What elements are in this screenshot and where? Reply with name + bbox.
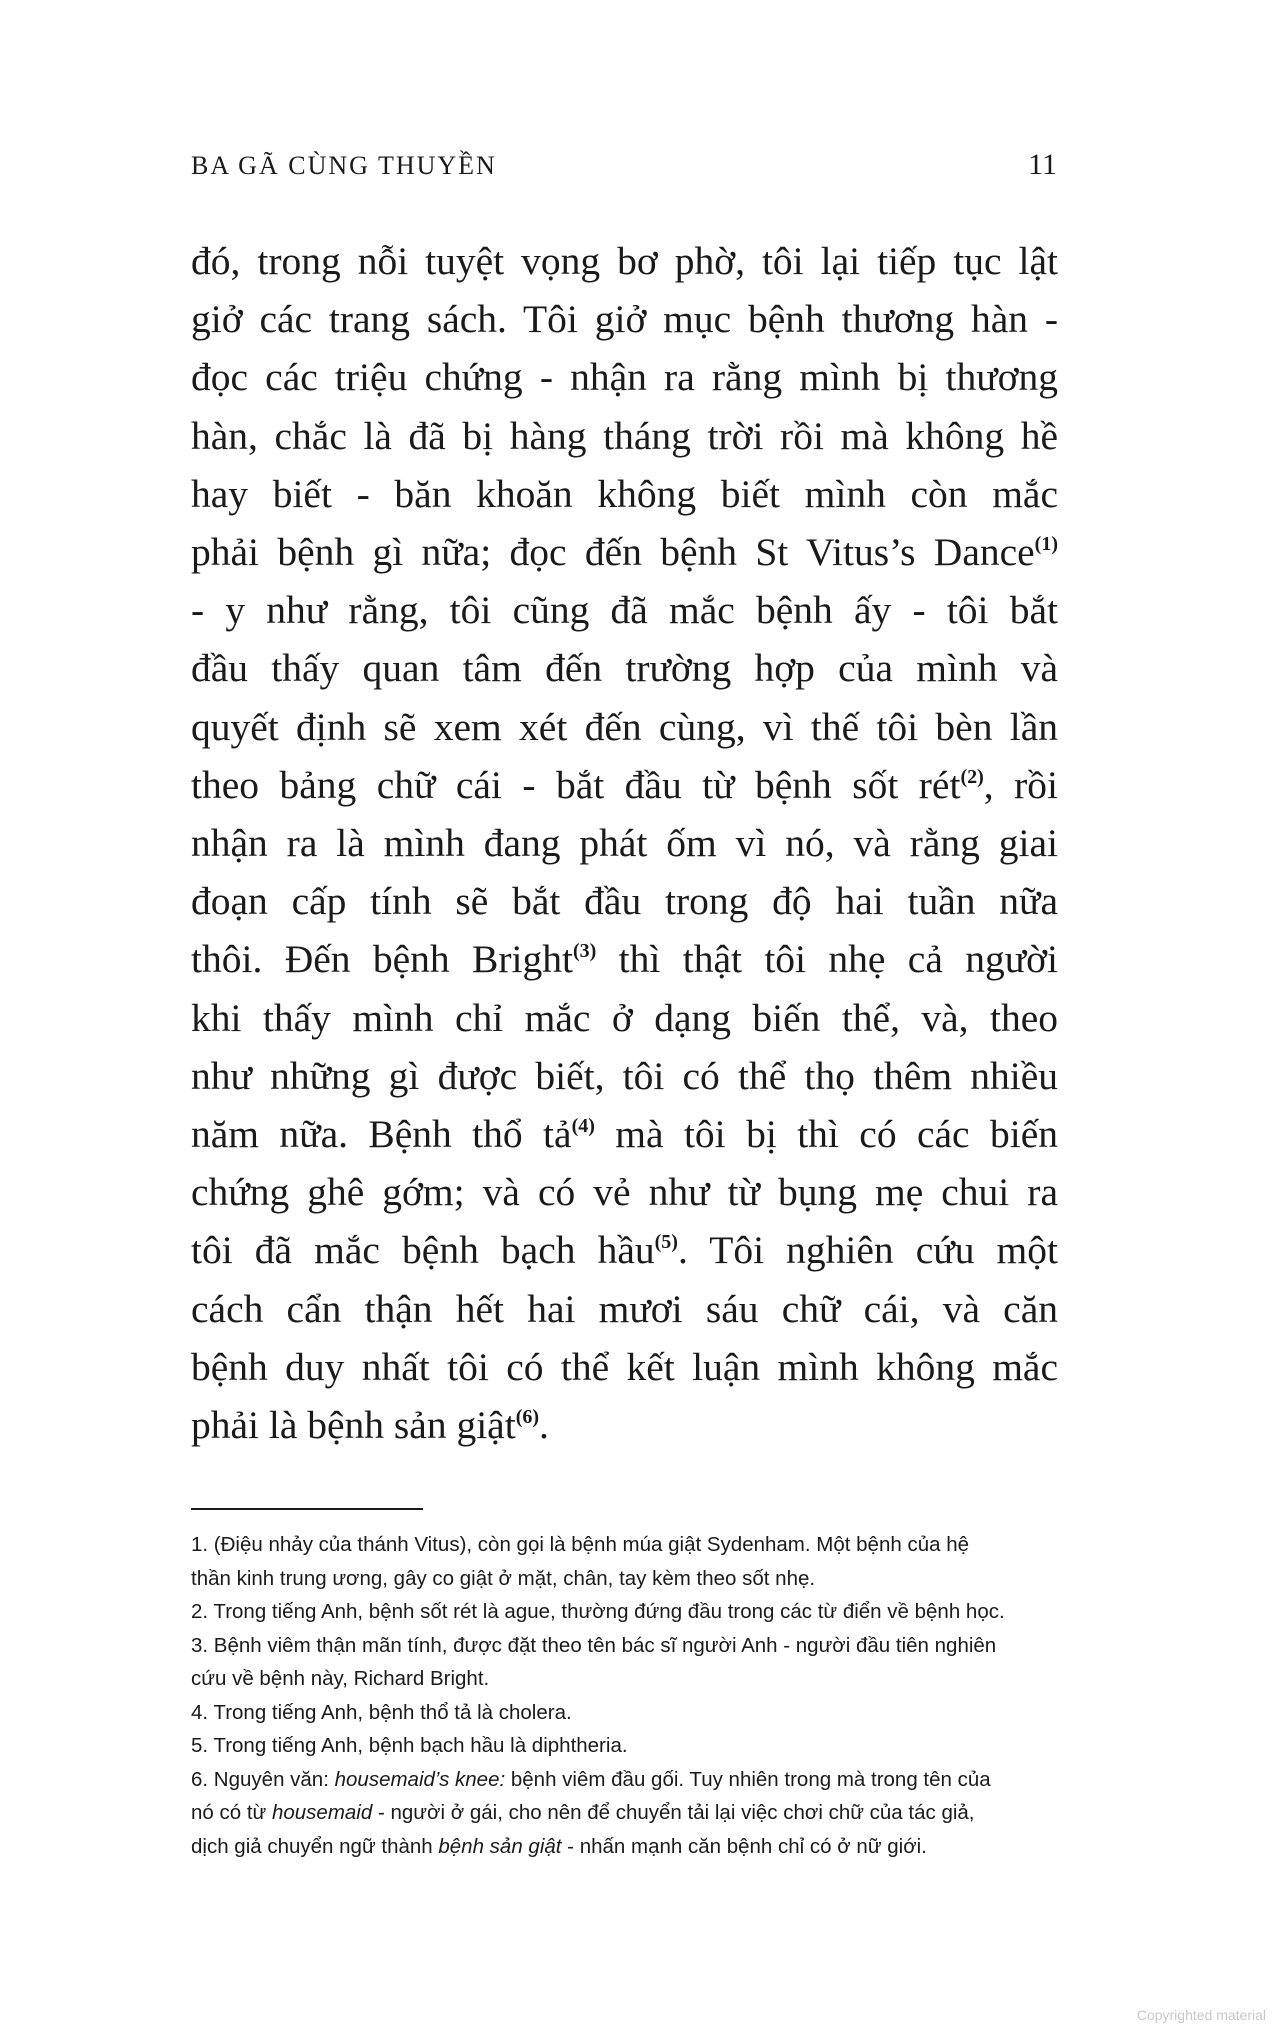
footnote-line bbox=[191, 1796, 1066, 1830]
page-number: 11 bbox=[1028, 148, 1057, 181]
body-line-text: . bbox=[539, 1403, 549, 1448]
body-line-text: , rồi bbox=[983, 762, 1058, 807]
footnote-text: Bệnh viêm thận mãn tính, được đặt theo tên bác sĩ người Anh - người đầu tiên nghiên bbox=[208, 1633, 997, 1657]
footnote-item bbox=[191, 1528, 1066, 1595]
body-line-text: đầu thấy quan tâm đến trường hợp của mình và bbox=[191, 646, 1058, 691]
body-line-text: tôi đã mắc bệnh bạch hầu bbox=[191, 1228, 655, 1273]
footnote-reference[interactable]: (1) bbox=[1034, 533, 1058, 556]
body-line bbox=[191, 523, 1058, 581]
footnote-reference[interactable]: (6) bbox=[515, 1406, 540, 1429]
footnote-text: dịch giả chuyển ngữ thành bbox=[191, 1834, 439, 1858]
body-paragraph bbox=[191, 232, 1058, 1454]
body-line-text: mà tôi bị thì có các biến bbox=[594, 1112, 1058, 1157]
body-line bbox=[191, 1163, 1058, 1221]
footnote-italic-text: housemaid bbox=[271, 1801, 373, 1824]
body-line bbox=[191, 232, 1058, 290]
body-line bbox=[191, 1280, 1058, 1338]
footnote-line bbox=[191, 1662, 1066, 1696]
body-line-text: theo bảng chữ cái - bắt đầu từ bệnh sốt rét bbox=[191, 762, 961, 807]
footnote-line bbox=[191, 1763, 1066, 1797]
footnote-text: Trong tiếng Anh, bệnh bạch hầu là diphtheria. bbox=[208, 1734, 628, 1757]
body-line-text: như những gì được biết, tôi có thể thọ thêm nhiều bbox=[191, 1053, 1058, 1098]
body-line-text: đó, trong nỗi tuyệt vọng bơ phờ, tôi lại tiếp tục lật bbox=[191, 239, 1058, 283]
body-line bbox=[191, 1047, 1058, 1105]
copyright-watermark: Copyrighted material bbox=[1136, 2007, 1266, 2023]
body-line bbox=[191, 407, 1058, 465]
footnote-line bbox=[191, 1562, 1066, 1596]
body-line-text: phải bệnh gì nữa; đọc đến bệnh St Vitus’s Dance bbox=[191, 530, 1035, 575]
footnote-text: cứu về bệnh này, Richard Bright. bbox=[191, 1667, 490, 1690]
footnote-item bbox=[191, 1629, 1066, 1696]
footnote-reference[interactable]: (3) bbox=[572, 940, 597, 963]
footnote-text: - người ở gái, cho nên để chuyển tải lại việc chơi chữ của tác giả, bbox=[372, 1801, 975, 1824]
footnote-line bbox=[191, 1830, 1066, 1864]
body-line-text: thì thật tôi nhẹ cả người bbox=[596, 937, 1058, 982]
body-line bbox=[191, 348, 1058, 406]
body-line-text: - y như rằng, tôi cũng đã mắc bệnh ấy - tôi bắt bbox=[191, 588, 1058, 633]
body-line-text: quyết định sẽ xem xét đến cùng, vì thế tôi bèn lần bbox=[191, 704, 1058, 749]
body-line-text: bệnh duy nhất tôi có thể kết luận mình không mắc bbox=[191, 1344, 1058, 1389]
footnote-text: Trong tiếng Anh, bệnh sốt rét là ague, thường đứng đầu trong các từ điển về bệnh học. bbox=[208, 1600, 1005, 1623]
footnotes-list bbox=[191, 1528, 1066, 1863]
footnote-reference[interactable]: (5) bbox=[654, 1231, 678, 1254]
body-line bbox=[191, 989, 1058, 1047]
body-line bbox=[191, 698, 1058, 756]
body-line-text: cách cẩn thận hết hai mươi sáu chữ cái, và căn bbox=[191, 1286, 1058, 1331]
footnote-text: Nguyên văn: bbox=[208, 1767, 335, 1791]
footnote-divider bbox=[191, 1508, 423, 1510]
body-line bbox=[191, 465, 1058, 523]
footnote-item bbox=[191, 1763, 1066, 1864]
body-line bbox=[191, 639, 1058, 697]
body-line-text: năm nữa. Bệnh thổ tả bbox=[191, 1112, 572, 1157]
footnote-number: 1. bbox=[191, 1533, 209, 1556]
running-head bbox=[191, 148, 1057, 188]
footnote-text: nó có từ bbox=[191, 1801, 272, 1824]
body-line bbox=[191, 1105, 1058, 1163]
footnote-text: (Điệu nhảy của thánh Vitus), còn gọi là bệnh múa giật Sydenham. Một bệnh của hệ bbox=[208, 1533, 969, 1556]
footnote-line bbox=[191, 1595, 1066, 1629]
body-line-text: đoạn cấp tính sẽ bắt đầu trong độ hai tuần nữa bbox=[191, 879, 1058, 924]
body-line-text: giở các trang sách. Tôi giở mục bệnh thương hàn - bbox=[191, 297, 1058, 342]
body-line bbox=[191, 1338, 1058, 1396]
body-line-text: khi thấy mình chỉ mắc ở dạng biến thể, và, theo bbox=[191, 995, 1058, 1040]
body-line bbox=[191, 581, 1058, 639]
body-line bbox=[191, 872, 1058, 930]
body-line bbox=[191, 290, 1058, 348]
book-title: BA GÃ CÙNG THUYỀN bbox=[191, 151, 497, 180]
footnote-line bbox=[191, 1729, 1066, 1763]
footnote-text: thần kinh trung ương, gây co giật ở mặt, chân, tay kèm theo sốt nhẹ. bbox=[191, 1566, 816, 1590]
footnote-line bbox=[191, 1696, 1066, 1730]
body-line bbox=[191, 1396, 1058, 1454]
body-line-text: . Tôi nghiên cứu một bbox=[677, 1228, 1058, 1273]
body-line-text: nhận ra là mình đang phát ốm vì nó, và rằng giai bbox=[191, 821, 1058, 866]
body-line bbox=[191, 930, 1058, 988]
footnote-number: 4. bbox=[191, 1700, 209, 1724]
footnote-item bbox=[191, 1696, 1066, 1730]
footnote-item bbox=[191, 1595, 1066, 1629]
footnote-line bbox=[191, 1629, 1066, 1663]
footnote-item bbox=[191, 1729, 1066, 1763]
footnote-line bbox=[191, 1528, 1066, 1562]
footnote-number: 2. bbox=[191, 1600, 209, 1623]
footnote-number: 5. bbox=[191, 1734, 209, 1757]
body-line-text: đọc các triệu chứng - nhận ra rằng mình bị thương bbox=[191, 355, 1058, 400]
body-line-text: hàn, chắc là đã bị hàng tháng trời rồi mà không hề bbox=[191, 413, 1058, 458]
body-line-text: hay biết - băn khoăn không biết mình còn mắc bbox=[191, 471, 1058, 516]
body-line-text: phải là bệnh sản giật bbox=[191, 1403, 516, 1448]
footnote-number: 6. bbox=[191, 1767, 209, 1791]
body-line bbox=[191, 1221, 1058, 1279]
body-line bbox=[191, 756, 1058, 814]
footnote-text: Trong tiếng Anh, bệnh thổ tả là cholera. bbox=[208, 1700, 572, 1724]
body-line-text: thôi. Đến bệnh Bright bbox=[191, 937, 573, 982]
footnote-number: 3. bbox=[191, 1633, 209, 1657]
footnote-reference[interactable]: (4) bbox=[571, 1115, 595, 1138]
body-line bbox=[191, 814, 1058, 872]
footnote-text: bệnh viêm đầu gối. Tuy nhiên trong mà trong tên của bbox=[505, 1767, 991, 1791]
footnote-reference[interactable]: (2) bbox=[960, 765, 984, 788]
body-line-text: chứng ghê gớm; và có vẻ như từ bụng mẹ chui ra bbox=[191, 1170, 1058, 1215]
footnote-italic-text: bệnh sản giật bbox=[438, 1834, 562, 1858]
footnote-italic-text: housemaid’s knee: bbox=[334, 1767, 506, 1791]
footnote-text: - nhấn mạnh căn bệnh chỉ có ở nữ giới. bbox=[561, 1834, 927, 1858]
